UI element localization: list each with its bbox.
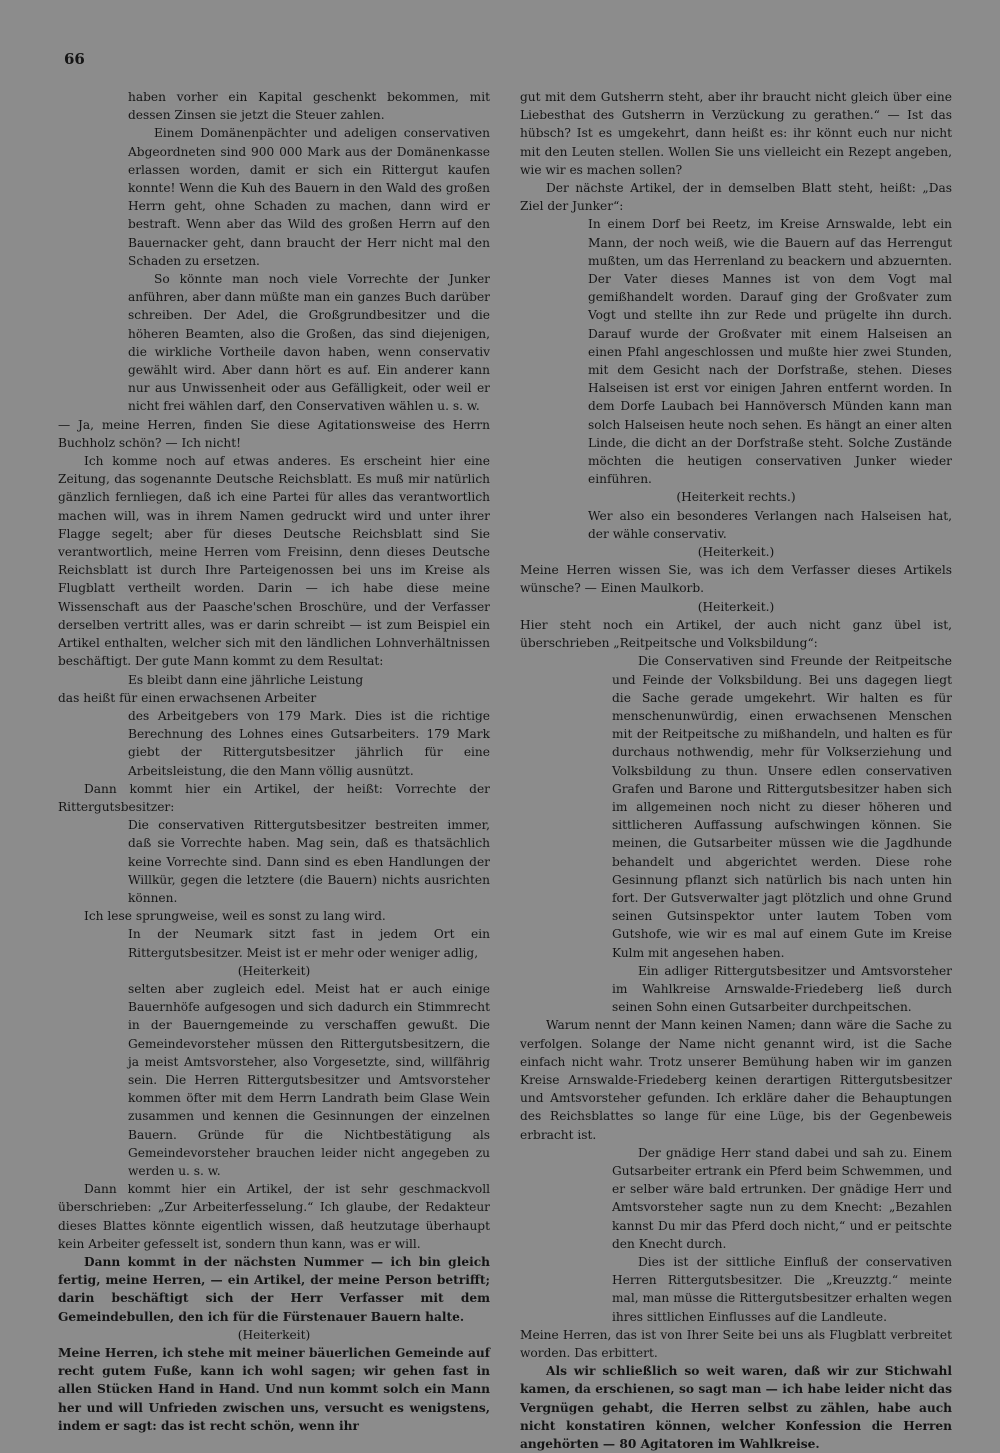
- paragraph: Dann kommt hier ein Artikel, der ist sehr geschmackvoll überschrieben: „Zur Arbeiterfesselung.“ Ich glaube, der Redakteur dieses Blattes könnte eigentlich wissen, daß heutzutage überhaupt kein Arbeiter gefesselt ist, sondern thun kann, was er will.: [58, 1182, 490, 1251]
- paragraph: Der nächste Artikel, der in demselben Blatt steht, heißt: „Das Ziel der Junker“:: [520, 181, 952, 214]
- paragraph: Dies ist der sittliche Einfluß der conservativen Herren Rittergutsbesitzer. Die „Kreuzztg.“ meinte mal, man müsse die Rittergutsbesitzer erhalten wegen ihres sittlichen Einflusses auf die Landleute.: [612, 1255, 952, 1324]
- paragraph: Meine Herren, das ist von Ihrer Seite bei uns als Flugblatt verbreitet worden. Das erbittert.: [520, 1327, 952, 1361]
- paragraph: des Arbeitgebers von 179 Mark. Dies ist die richtige Berechnung des Lohnes eines Gutsarbeiters. 179 Mark giebt der Rittergutsbesitzer jährlich für eine Arbeitsleistung, die den Mann völlig ausnützt.: [128, 708, 490, 778]
- paragraph: (Heiterkeit): [237, 963, 311, 978]
- paragraph: haben vorher ein Kapital geschenkt bekommen, mit dessen Zinsen sie jetzt die Steuer zahlen.: [128, 90, 490, 123]
- paragraph: Ich lese sprungweise, weil es sonst zu lang wird.: [84, 909, 386, 924]
- paragraph: (Heiterkeit.): [697, 545, 775, 560]
- paragraph: Ein adliger Rittergutsbesitzer und Amtsvorsteher im Wahlkreise Arnswalde-Friedeberg ließ durch seinen Sohn einen Gutsarbeiter durchpeitschen.: [612, 963, 952, 1015]
- paragraph: — Ja, meine Herren, finden Sie diese Agitationsweise des Herrn Buchholz schön? — Ich nicht!: [58, 417, 490, 450]
- paragraph: In der Neumark sitzt fast in jedem Ort ein Rittergutsbesitzer. Meist ist er mehr oder weniger adlig,: [128, 927, 490, 960]
- paragraph: Ich komme noch auf etwas anderes. Es erscheint hier eine Zeitung, das sogenannte Deutsche Reichsblatt. Es muß mir natürlich gänzlich fernliegen, daß ich eine Partei für alles das verantwortlich machen will, was in ihrem Namen gedruckt wird und unter ihrer Flagge segelt; aber für dieses Deutsche Reichsblatt sind Sie verantwortlich, meine Herren vom Freisinn, denn dieses Deutsche Reichsblatt ist durch Ihre Parteigenossen bei uns im Kreise als Flugblatt vertheilt worden. Darin — ich habe diese meine Wissenschaft aus der Paasche'schen Broschüre, und der Verfasser derselben vertritt alles, was er darin schreibt — ist zum Beispiel ein Artikel enthalten, welcher sich mit den ländlichen Lohnverhältnissen beschäftigt. Der gute Mann kommt zu dem Resultat:: [58, 454, 490, 669]
- paragraph: (Heiterkeit.): [697, 599, 775, 614]
- paragraph: (Heiterkeit): [237, 1327, 311, 1342]
- paragraph: (Heiterkeit rechts.): [676, 490, 796, 505]
- paragraph: das heißt für einen erwachsenen Arbeiter: [58, 690, 317, 705]
- paragraph: Die Conservativen sind Freunde der Reitpeitsche und Feinde der Volksbildung. Bei uns dagegen liegt die Sache gerade umgekehrt. Wir halten es für menschenunwürdig, einen erwachsenen Menschen mit der Reitpeitsche zu mißhandeln, und halten es für durchaus nothwendig, mehr für Volkserziehung und Volksbildung zu thun. Unsere edlen conservativen Grafen und Barone und Rittergutsbesitzer haben sich im allgemeinen noch nicht zu dieser höheren und sittlicheren Auffassung aufschwingen können. Sie meinen, die Gutsarbeiter müssen wie die Jagdhunde behandelt und abgerichtet werden. Diese rohe Gesinnung pflanzt sich natürlich bis nach unten hin fort. Der Gutsverwalter jagt plötzlich und ohne Grund seinen Gutsinspektor unter lautem Toben vom Gutshofe, wie wir es mal auf einem Gute im Kreise Kulm mit angesehen haben.: [612, 654, 952, 960]
- page-number: 66: [64, 50, 85, 68]
- left-column: [58, 88, 490, 1435]
- paragraph: Der gnädige Herr stand dabei und sah zu. Einem Gutsarbeiter ertrank ein Pferd beim Schwemmen, und er selber wäre bald ertrunken. Der gnädige Herr und Amtsvorsteher sagte nun zu dem Knecht: „Bezahlen kannst Du mir das Pferd doch nicht,“ und er peitschte den Knecht durch.: [612, 1145, 952, 1251]
- paragraph: Es bleibt dann eine jährliche Leistung: [128, 672, 364, 687]
- paragraph: Wer also ein besonderes Verlangen nach Halseisen hat, der wähle conservativ.: [588, 508, 952, 541]
- paragraph: Dann kommt in der nächsten Nummer — ich bin gleich fertig, meine Herren, — ein Artikel, der meine Person betrifft; darin beschäftigt sich der Herr Verfasser mit dem Gemeindebullen, den ich für die Fürstenauer Bauern halte.: [58, 1255, 490, 1324]
- paragraph: Warum nennt der Mann keinen Namen; dann wäre die Sache zu verfolgen. Solange der Name nicht genannt wird, ist die Sache einfach nicht wahr. Trotz unserer Bemühung haben wir im ganzen Kreise Arnswalde-Friedeberg keinen derartigen Rittergutsbesitzer und Amtsvorsteher gefunden. Ich erkläre daher die Behauptungen des Reichsblattes so lange für eine Lüge, bis der Gegenbeweis erbracht ist.: [520, 1018, 952, 1142]
- paragraph: gut mit dem Gutsherrn steht, aber ihr braucht nicht gleich über eine Liebesthat des Gutsherrn in Verzückung zu gerathen.“ — Ist das hübsch? Ist es umgekehrt, dann heißt es: ihr könnt euch nur nicht mit den Leuten stellen. Wollen Sie uns vielleicht ein Rezept angeben, wie wir es machen sollen?: [520, 90, 952, 177]
- right-column: [520, 88, 952, 1453]
- paragraph: So könnte man noch viele Vorrechte der Junker anführen, aber dann müßte man ein ganzes Buch darüber schreiben. Der Adel, die Großgrundbesitzer und die höheren Beamten, also die Großen, das sind diejenigen, die wirkliche Vortheile davon haben, wenn conservativ gewählt wird. Aber dann hört es auf. Ein anderer kann nur aus Unwissenheit oder aus Gefälligkeit, oder weil er nicht frei wählen darf, den Conservativen wählen u. s. w.: [128, 272, 490, 414]
- paragraph: Als wir schließlich so weit waren, daß wir zur Stichwahl kamen, da erschienen, so sagt man — ich habe leider nicht das Vergnügen gehabt, die Herren selbst zu zählen, habe auch nicht konstatiren können, welcher Konfession die Herren angehörten — 80 Agitatoren im Wahlkreise.: [520, 1364, 952, 1452]
- paragraph: Dann kommt hier ein Artikel, der heißt: Vorrechte der Rittergutsbesitzer:: [58, 781, 490, 814]
- paragraph: Die conservativen Rittergutsbesitzer bestreiten immer, daß sie Vorrechte haben. Mag sein, daß es thatsächlich keine Vorrechte sind. Dann sind es eben Handlungen der Willkür, gegen die letztere (die Bauern) nichts ausrichten können.: [128, 818, 490, 905]
- paragraph: Meine Herren, ich stehe mit meiner bäuerlichen Gemeinde auf recht gutem Fuße, kann ich wohl sagen; wir gehen fast in allen Stücken Hand in Hand. Und nun kommt solch ein Mann her und will Unfrieden zwischen uns, versucht es wenigstens, indem er sagt: das ist recht schön, wenn ihr: [58, 1346, 490, 1433]
- paragraph: In einem Dorf bei Reetz, im Kreise Arnswalde, lebt ein Mann, der noch weiß, wie die Bauern auf das Herrengut mußten, um das Herrenland zu beackern und abzuernten. Der Vater dieses Mannes ist von dem Vogt mal gemißhandelt worden. Darauf ging der Großvater zum Vogt und stellte ihn zur Rede und prügelte ihn durch. Darauf wurde der Großvater mit einem Halseisen an einen Pfahl angeschlossen und mußte hier zwei Stunden, mit dem Gesicht nach der Dorfstraße, stehen. Dieses Halseisen ist erst vor einigen Jahren entfernt worden. In dem Dorfe Laubach bei Hannöversch Münden kann man solch Halseisen heute noch sehen. Es hängt an einer alten Linde, die dicht an der Dorfstraße steht. Solche Zustände möchten die heutigen conservativen Junker wieder einführen.: [588, 217, 952, 487]
- paragraph: Hier steht noch ein Artikel, der auch nicht ganz übel ist, überschrieben „Reitpeitsche und Volksbildung“:: [520, 617, 952, 651]
- paragraph: selten aber zugleich edel. Meist hat er auch einige Bauernhöfe aufgesogen und sich dadurch ein Stimmrecht in der Bauerngemeinde zu verschaffen gewußt. Die Gemeindevorsteher müssen den Rittergutsbesitzern, die ja meist Amtsvorsteher, also Vorgesetzte, sind, willfährig sein. Die Herren Rittergutsbesitzer und Amtsvorsteher kommen öfter mit dem Herrn Landrath beim Glase Wein zusammen und kennen die Gesinnungen der einzelnen Bauern. Gründe für die Nichtbestätigung als Gemeindevorsteher brauchen leider nicht angegeben zu werden u. s. w.: [128, 981, 490, 1178]
- paragraph: Einem Domänenpächter und adeligen conservativen Abgeordneten sind 900 000 Mark aus der Domänenkasse erlassen worden, damit er sich ein Rittergut kaufen konnte! Wenn die Kuh des Bauern in den Wald des großen Herrn geht, ohne Schaden zu machen, dann wird er bestraft. Wenn aber das Wild des großen Herrn auf den Bauernacker geht, dann braucht der Herr nicht mal den Schaden zu ersetzen.: [128, 126, 490, 268]
- paragraph: Meine Herren wissen Sie, was ich dem Verfasser dieses Artikels wünsche? — Einen Maulkorb.: [520, 563, 952, 596]
